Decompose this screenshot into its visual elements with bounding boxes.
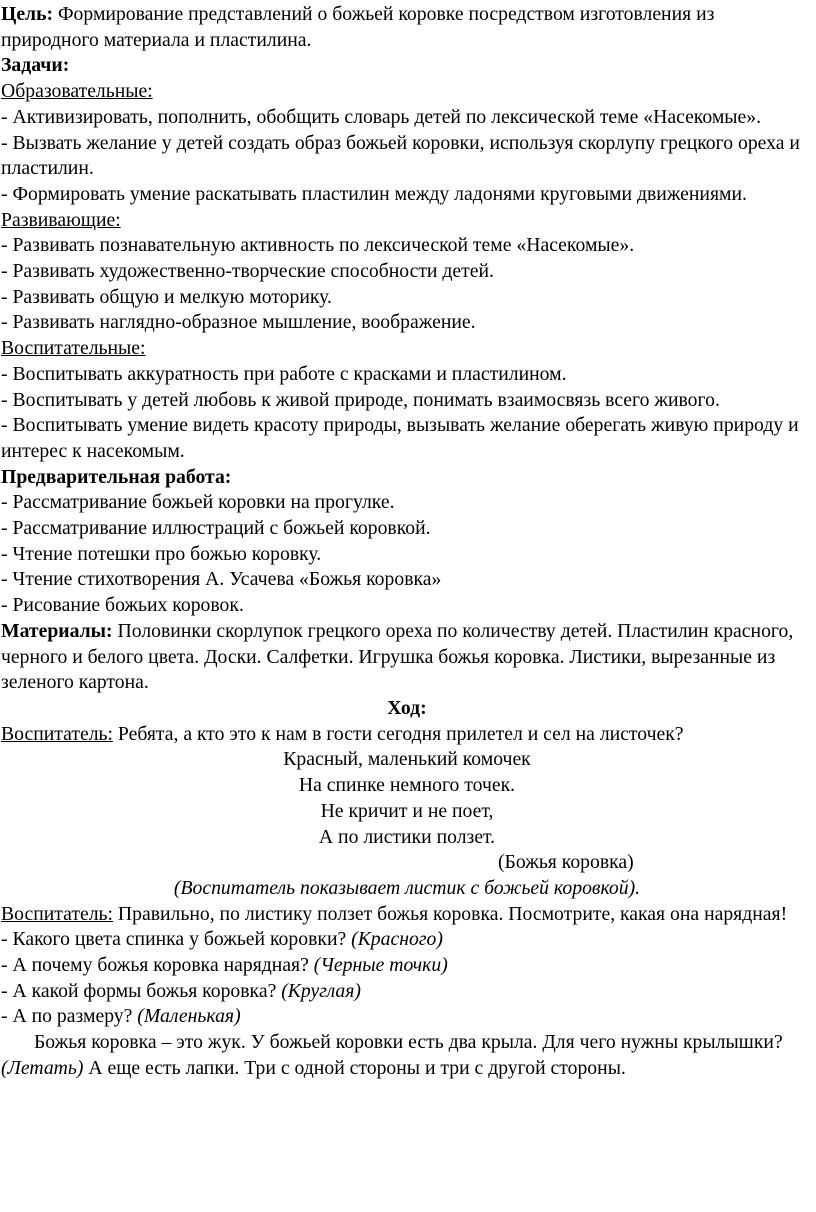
dialog-question: - А какой формы божья коровка? [1,979,282,1002]
list-item: - Воспитывать у детей любовь к живой природе, понимать взаимосвязь всего живого. [1,388,720,411]
goal-label: Цель: [1,3,54,25]
teacher-comment: Правильно, по листику ползет божья коровка. Посмотрите, какая она нарядная! [112,902,788,925]
final-answer: (Летать) [1,1056,84,1079]
dialog-question: - А почему божья коровка нарядная? [1,954,314,977]
dialog-question: - А по размеру? [1,1005,138,1028]
upbringing-heading: Воспитательные: [1,337,146,360]
teacher-line-1 [1,722,813,748]
speaker-label: Воспитатель: [1,722,113,745]
dialog-question: - Какого цвета спинка у божьей коровки? [1,928,352,951]
goal-text: Формирование представлений о божьей коровке посредством изготовления из природного материала и пластилина. [1,3,715,51]
poem-line: Красный, маленький комочек [283,748,531,771]
teacher-question: Ребята, а кто это к нам в гости сегодня прилетел и сел на листочек? [112,722,684,745]
list-item: - Воспитывать умение видеть красоту природы, вызывать желание оберегать живую природу и интерес к насекомым. [1,414,799,462]
list-item: - Чтение стихотворения А. Усачева «Божья коровка» [1,568,442,591]
developing-heading: Развивающие: [1,208,121,231]
dialog-line [1,979,813,1005]
stage-direction: (Воспитатель показывает листик с божьей коровкой). [173,876,641,899]
dialog-line [1,953,813,979]
course-heading: Ход: [387,696,427,719]
speaker-label: Воспитатель: [1,902,113,925]
dialog-answer: (Маленькая) [137,1005,241,1028]
list-item: - Рассматривание иллюстраций с божьей коровкой. [1,517,431,540]
dialog-line [1,927,813,953]
list-item: - Формировать умение раскатывать пластилин между ладонями круговыми движениями. [1,182,747,205]
tasks-heading: Задачи: [1,54,70,77]
poem-answer: (Божья коровка) [498,851,634,874]
list-item: - Чтение потешки про божью коровку. [1,542,322,565]
final-text-2: А еще есть лапки. Три с одной стороны и три с другой стороны. [83,1056,626,1079]
poem-line: Не кричит и не поет, [320,799,494,822]
materials-label: Материалы: [1,619,113,642]
document-page [1,2,813,1082]
materials-paragraph [1,619,813,696]
list-item: - Воспитывать аккуратность при работе с красками и пластилином. [1,362,567,385]
list-item: - Активизировать, пополнить, обобщить словарь детей по лексической теме «Насекомые». [1,105,762,128]
list-item: - Развивать наглядно-образное мышление, воображение. [1,311,476,334]
list-item: - Развивать художественно-творческие способности детей. [1,260,494,283]
dialog-answer: (Черные точки) [313,954,448,977]
materials-text: Половинки скорлупок грецкого ореха по количеству детей. Пластилин красного, черного и белого цвета. Доски. Салфетки. Игрушка божья коровка. Листики, вырезанные из зеленого картона. [1,619,794,694]
list-item: - Вызвать желание у детей создать образ божьей коровки, используя скорлупу грецкого ореха и пластилин. [1,131,800,180]
list-item: - Развивать познавательную активность по лексической теме «Насекомые». [1,234,635,257]
list-item: - Развивать общую и мелкую моторику. [1,285,332,308]
final-paragraph [1,1030,813,1081]
teacher-line-2 [1,902,813,928]
educational-heading: Образовательные: [1,80,153,103]
dialog-answer: (Круглая) [281,979,361,1002]
dialog-answer: (Красного) [351,928,443,951]
list-item: - Рассматривание божьей коровки на прогулке. [1,491,395,514]
final-text-1: Божья коровка – это жук. У божьей коровки есть два крыла. Для чего нужны крылышки? [34,1031,783,1054]
poem-line: На спинке немного точек. [298,774,516,797]
preliminary-heading: Предварительная работа: [1,465,232,488]
goal-paragraph [1,2,813,53]
list-item: - Рисование божьих коровок. [1,594,244,617]
poem-line: А по листики ползет. [318,825,496,848]
dialog-line [1,1004,813,1030]
